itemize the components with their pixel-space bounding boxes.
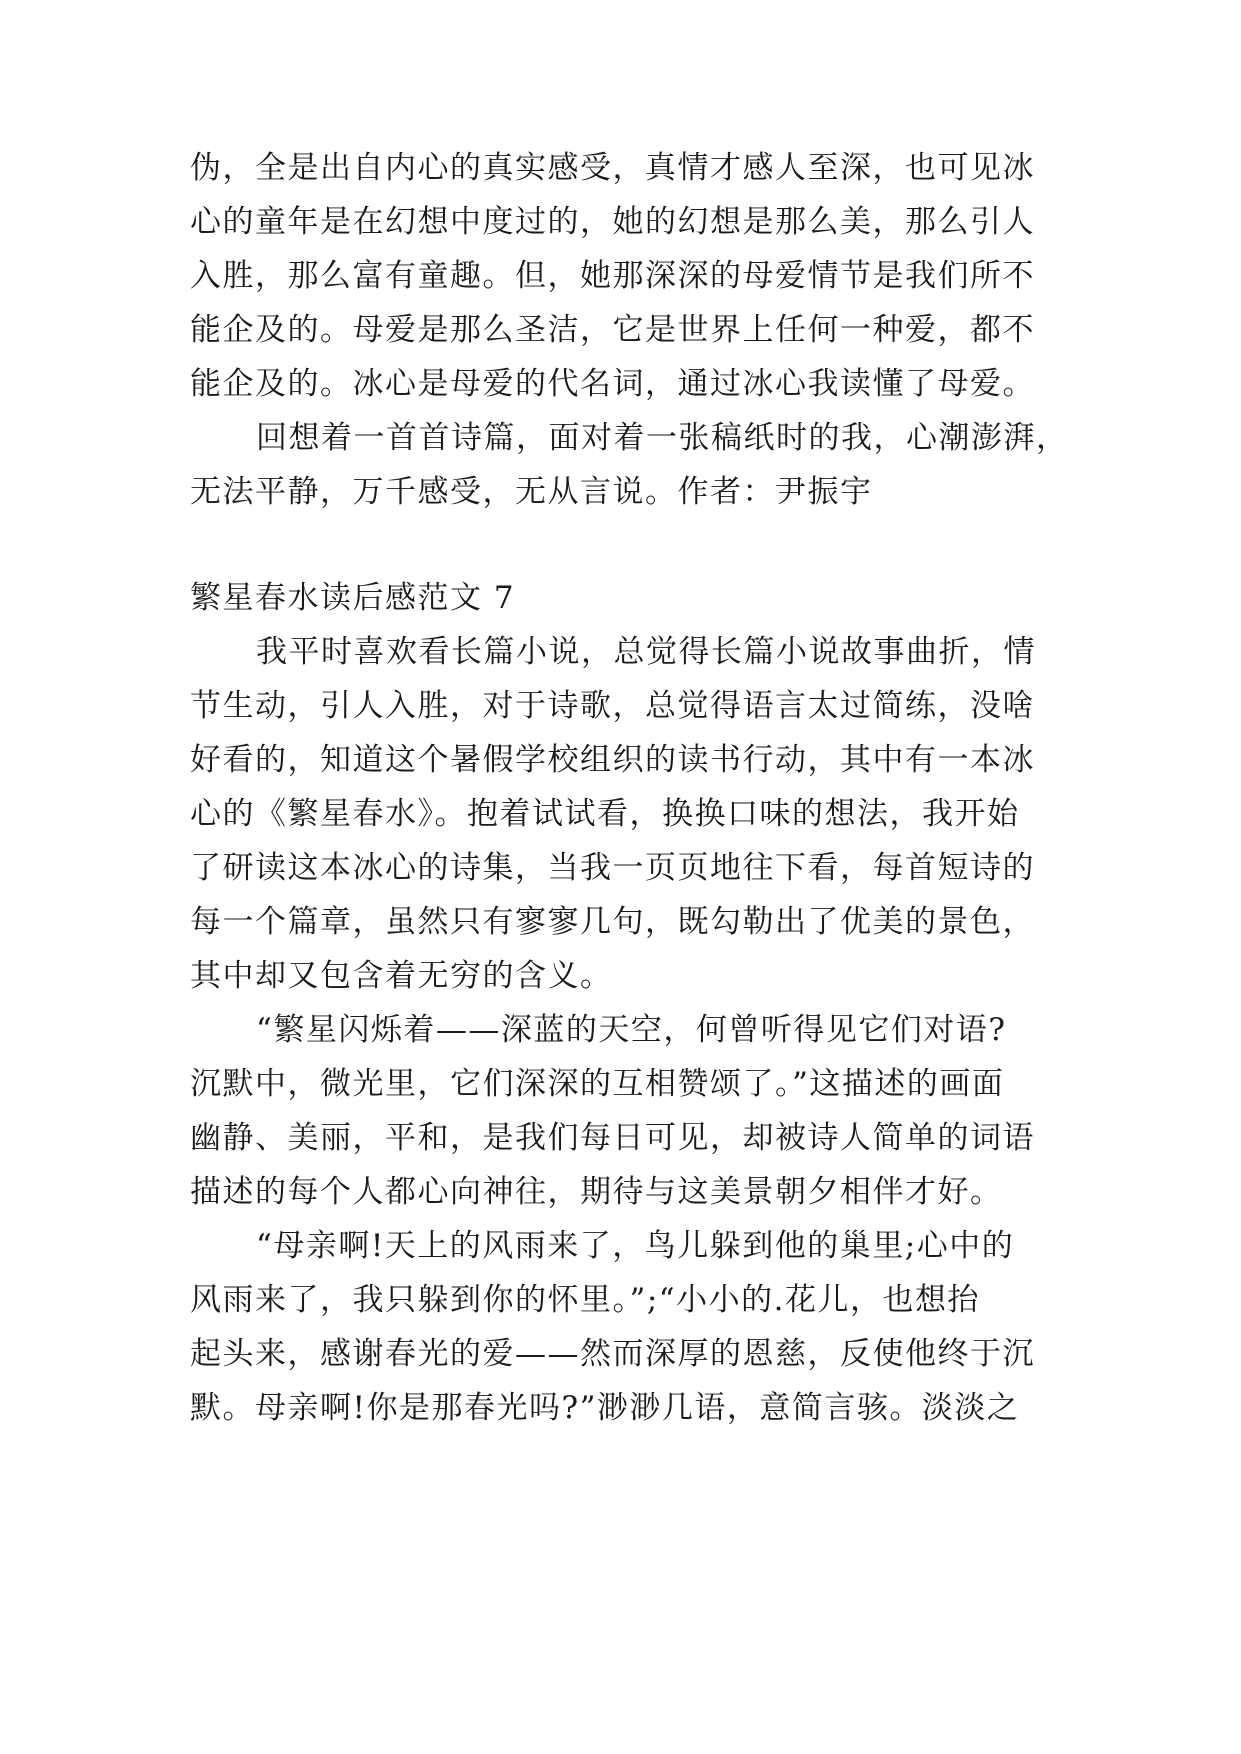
body-text-line: 每一个篇章，虽然只有寥寥几句，既勾勒出了优美的景色， <box>190 904 1035 940</box>
body-text-line: 其中却又包含着无穷的含义。 <box>190 958 613 994</box>
body-text-line: 节生动，引人入胜，对于诗歌，总觉得语言太过简练，没啥 <box>190 688 1035 724</box>
body-text-line: 我平时喜欢看长篇小说，总觉得长篇小说故事曲折，情 <box>256 634 1036 670</box>
body-text-line: 了研读这本冰心的诗集，当我一页页地往下看，每首短诗的 <box>190 850 1035 886</box>
body-text-line: 描述的每个人都心向神往，期待与这美景朝夕相伴才好。 <box>190 1174 1003 1210</box>
body-text-line: “母亲啊!天上的风雨来了，鸟儿躲到他的巢里;心中的 <box>256 1228 1015 1264</box>
body-text-line: 伪，全是出自内心的真实感受，真情才感人至深，也可见冰 <box>190 150 1035 186</box>
body-text-line: 入胜，那么富有童趣。但，她那深深的母爱情节是我们所不 <box>190 258 1035 294</box>
body-text-line: 心的童年是在幻想中度过的，她的幻想是那么美，那么引人 <box>190 204 1035 240</box>
body-text-line: “繁星闪烁着——深蓝的天空，何曾听得见它们对语? <box>256 1012 1007 1048</box>
body-text-line: 风雨来了，我只躲到你的怀里。”;“小小的.花儿，也想抬 <box>190 1282 980 1318</box>
body-text-line: 回想着一首首诗篇，面对着一张稿纸时的我，心潮澎湃， <box>256 420 1069 456</box>
body-text-line: 默。母亲啊!你是那春光吗?”渺渺几语，意简言骇。淡淡之 <box>190 1390 1020 1426</box>
body-text-line: 好看的，知道这个暑假学校组织的读书行动，其中有一本冰 <box>190 742 1035 778</box>
body-text-line: 起头来，感谢春光的爱——然而深厚的恩慈，反使他终于沉 <box>190 1336 1035 1372</box>
body-text-line: 心的《繁星春水》。抱着试试看，换换口味的想法，我开始 <box>190 796 1020 832</box>
body-text-line: 能企及的。冰心是母爱的代名词，通过冰心我读懂了母爱。 <box>190 366 1035 402</box>
body-text-line: 能企及的。母爱是那么圣洁，它是世界上任何一种爱，都不 <box>190 312 1035 348</box>
body-text-line: 幽静、美丽，平和，是我们每日可见，却被诗人简单的词语 <box>190 1120 1035 1156</box>
body-text-line: 沉默中，微光里，它们深深的互相赞颂了。”这描述的画面 <box>190 1066 1005 1102</box>
section-title: 繁星春水读后感范文 7 <box>190 580 516 616</box>
body-text-line: 无法平静，万千感受，无从言说。作者：尹振宇 <box>190 474 873 510</box>
